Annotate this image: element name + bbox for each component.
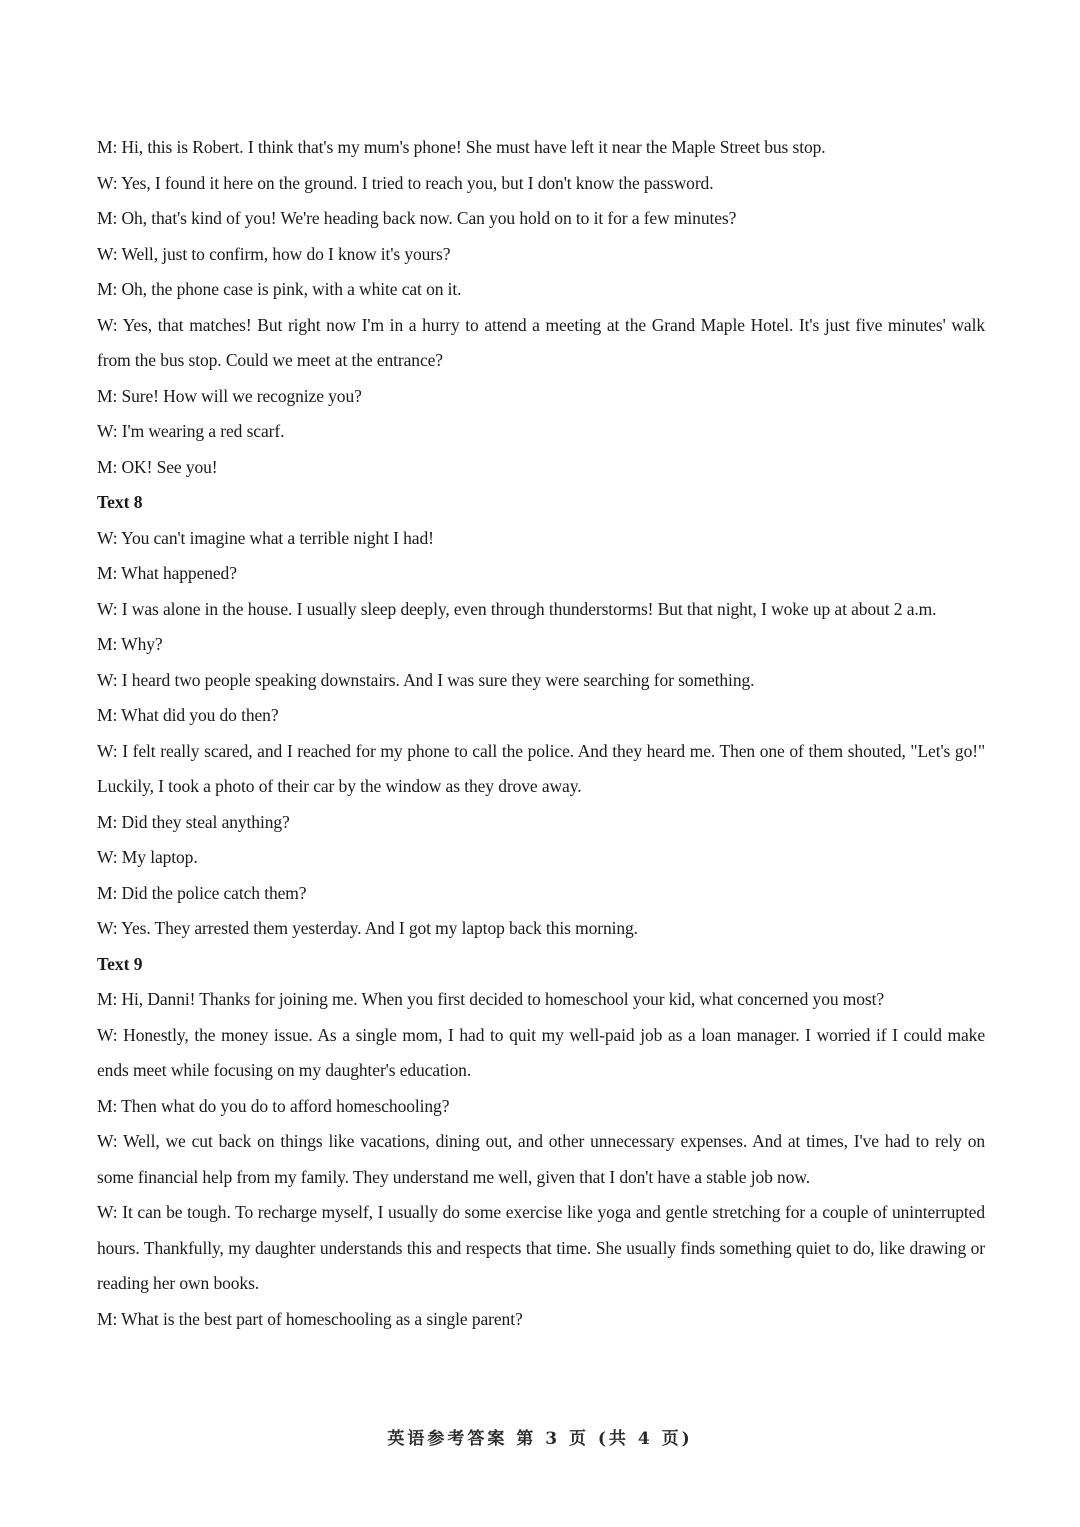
dialogue-line: M: Hi, this is Robert. I think that's my mum's phone! She must have left it near the Maple Street bus stop. bbox=[97, 137, 826, 157]
dialogue-line: W: I'm wearing a red scarf. bbox=[97, 421, 285, 441]
dialogue-line: W: Yes, I found it here on the ground. I tried to reach you, but I don't know the password. bbox=[97, 172, 714, 193]
dialogue-line: M: Sure! How will we recognize you? bbox=[97, 385, 362, 406]
dialogue-line: M: Oh, that's kind of you! We're heading back now. Can you hold on to it for a few minutes? bbox=[97, 208, 737, 228]
dialogue-section-text-8 bbox=[97, 485, 985, 947]
dialogue-line: M: Did they steal anything? bbox=[97, 811, 290, 832]
dialogue-line: W: Well, we cut back on things like vacations, dining out, and other unnecessary expenses. And at times, I've had to rely on some financial help from my family. They understand me well, given that I don't have a stable job now. bbox=[97, 1131, 985, 1187]
dialogue-line: W: Yes, that matches! But right now I'm in a hurry to attend a meeting at the Grand Maple Hotel. It's just five minutes' walk from the bus stop. Could we meet at the entrance? bbox=[97, 314, 985, 370]
dialogue-line: W: My laptop. bbox=[97, 847, 198, 867]
dialogue-line: W: It can be tough. To recharge myself, I usually do some exercise like yoga and gentle stretching for a couple of uninterrupted hours. Thankfully, my daughter understands this and respects that time. She usually finds something quiet to do, like drawing or reading her own books. bbox=[97, 1202, 985, 1293]
dialogue-line: M: What happened? bbox=[97, 563, 237, 583]
section-heading: Text 9 bbox=[97, 953, 143, 974]
dialogue-line: M: What is the best part of homeschooling as a single parent? bbox=[97, 1308, 523, 1329]
dialogue-line: W: Yes. They arrested them yesterday. And I got my laptop back this morning. bbox=[97, 918, 638, 938]
dialogue-section-text-9 bbox=[97, 947, 985, 1338]
dialogue-line: M: Then what do you do to afford homeschooling? bbox=[97, 1095, 450, 1116]
dialogue-line: W: Honestly, the money issue. As a single mom, I had to quit my well-paid job as a loan manager. I worried if I could make ends meet while focusing on my daughter's education. bbox=[97, 1024, 985, 1080]
document-body bbox=[97, 130, 985, 1337]
section-heading: Text 8 bbox=[97, 492, 143, 512]
dialogue-line: M: Hi, Danni! Thanks for joining me. When you first decided to homeschool your kid, what concerned you most? bbox=[97, 989, 885, 1009]
dialogue-line: W: Well, just to confirm, how do I know it's yours? bbox=[97, 243, 451, 264]
dialogue-section-continued bbox=[97, 130, 985, 485]
dialogue-line: W: I was alone in the house. I usually sleep deeply, even through thunderstorms! But that night, I woke up at about 2 a.m. bbox=[97, 598, 937, 619]
dialogue-line: M: Why? bbox=[97, 634, 163, 654]
dialogue-line: M: OK! See you! bbox=[97, 456, 218, 477]
dialogue-line: W: You can't imagine what a terrible night I had! bbox=[97, 527, 434, 548]
dialogue-line: W: I felt really scared, and I reached for my phone to call the police. And they heard me. Then one of them shouted, "Let's go!" Luckily, I took a photo of their car by the window as they drove away. bbox=[97, 740, 985, 796]
dialogue-line: M: Oh, the phone case is pink, with a white cat on it. bbox=[97, 279, 462, 299]
dialogue-line: M: What did you do then? bbox=[97, 705, 279, 725]
dialogue-line: W: I heard two people speaking downstairs. And I was sure they were searching for something. bbox=[97, 669, 755, 690]
page-footer: 英语参考答案 第 3 页 (共 4 页) bbox=[387, 1429, 693, 1449]
dialogue-line: M: Did the police catch them? bbox=[97, 882, 307, 903]
